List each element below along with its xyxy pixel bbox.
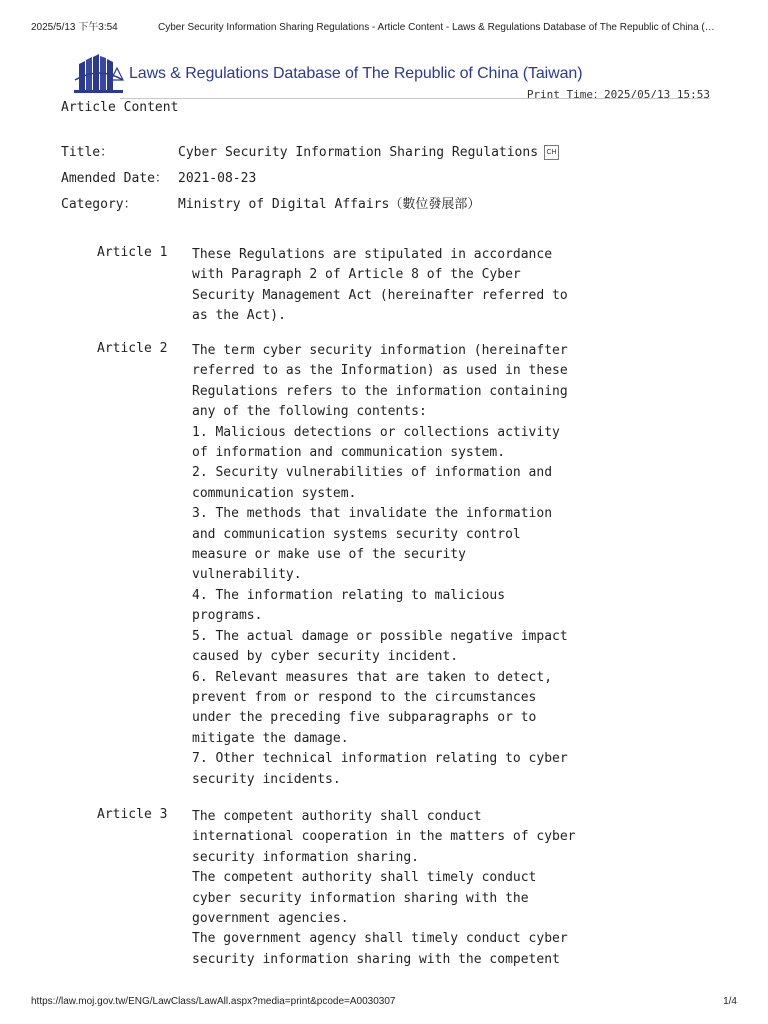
article-line: Security Management Act (hereinafter referred to	[192, 287, 568, 303]
print-footer	[31, 996, 737, 1007]
chinese-version-button[interactable]: CH	[544, 145, 559, 160]
amended-date-label: Amended Date：	[61, 171, 168, 186]
article-body	[192, 807, 587, 970]
article-line: 4. The information relating to malicious	[192, 587, 506, 603]
site-title: Laws & Regulations Database of The Republic of China (Taiwan)	[129, 65, 583, 82]
law-title: Cyber Security Information Sharing Regulations	[178, 145, 539, 160]
article-line: vulnerability.	[192, 567, 302, 583]
article-line: 3. The methods that invalidate the information	[192, 506, 553, 522]
article-line: These Regulations are stipulated in accordance	[192, 247, 553, 262]
amended-date-value: 2021-08-23	[178, 171, 257, 186]
article-line: security incidents.	[192, 771, 341, 787]
print-datetime: 2025/5/13 下午3:54	[31, 22, 118, 33]
article-line: The competent authority shall timely conduct	[192, 870, 537, 886]
article-body	[192, 341, 587, 790]
article-line: under the preceding five subparagraphs or to	[192, 710, 537, 726]
section-heading: Article Content	[61, 100, 179, 115]
article-line: as the Act).	[192, 308, 286, 324]
article-line: and communication systems security control	[192, 526, 521, 542]
article-line: international cooperation in the matters of cyber	[192, 829, 576, 845]
article-line: measure or make use of the security	[192, 547, 466, 563]
meta-row-category	[61, 193, 480, 212]
article-line: referred to as the Information) as used in these	[192, 363, 568, 379]
category-label: Category：	[61, 197, 137, 212]
article-line: with Paragraph 2 of Article 8 of the Cyber	[192, 267, 521, 283]
article-line: of information and communication system.	[192, 445, 506, 461]
header-divider	[120, 98, 710, 99]
article-number: Article 2	[97, 341, 168, 356]
article-body	[192, 245, 587, 327]
article-line: 7. Other technical information relating to cyber	[192, 751, 568, 767]
print-time: Print Time：2025/05/13 15:53	[526, 88, 710, 101]
ministry-logo-icon	[73, 52, 125, 94]
article-line: security information sharing with the competent	[192, 951, 560, 967]
print-url: https://law.moj.gov.tw/ENG/LawClass/LawAll.aspx?media=print&pcode=A0030307	[31, 996, 396, 1007]
article-line: The term cyber security information (hereinafter	[192, 343, 568, 358]
article-line: caused by cyber security incident.	[192, 649, 459, 665]
category-value: Ministry of Digital Affairs（數位發展部）	[178, 197, 481, 212]
article-line: 5. The actual damage or possible negative impact	[192, 628, 568, 644]
article-line: cyber security information sharing with the	[192, 890, 529, 906]
print-header	[31, 18, 737, 33]
article-line: The government agency shall timely conduct cyber	[192, 931, 568, 947]
meta-row-amended	[61, 167, 256, 186]
page-number: 1/4	[723, 996, 737, 1007]
article-number: Article 1	[97, 245, 168, 260]
title-label: Title：	[61, 145, 114, 160]
print-doc-title: Cyber Security Information Sharing Regulations - Article Content - Laws & Regulations Database of The Republic of China (…	[158, 22, 715, 33]
article-line: Regulations refers to the information containing	[192, 383, 568, 399]
article-line: any of the following contents:	[192, 404, 427, 420]
article-line: prevent from or respond to the circumstances	[192, 689, 537, 705]
article-line: 2. Security vulnerabilities of information and	[192, 465, 553, 481]
article-number: Article 3	[97, 807, 168, 822]
article-line: communication system.	[192, 485, 357, 501]
article-line: security information sharing.	[192, 849, 419, 865]
article-line: 1. Malicious detections or collections activity	[192, 424, 560, 440]
article-line: government agencies.	[192, 911, 349, 927]
article-line: The competent authority shall conduct	[192, 809, 482, 824]
article-line: 6. Relevant measures that are taken to detect,	[192, 669, 553, 685]
article-line: programs.	[192, 608, 263, 624]
article-line: mitigate the damage.	[192, 730, 349, 746]
meta-row-title	[61, 141, 559, 160]
